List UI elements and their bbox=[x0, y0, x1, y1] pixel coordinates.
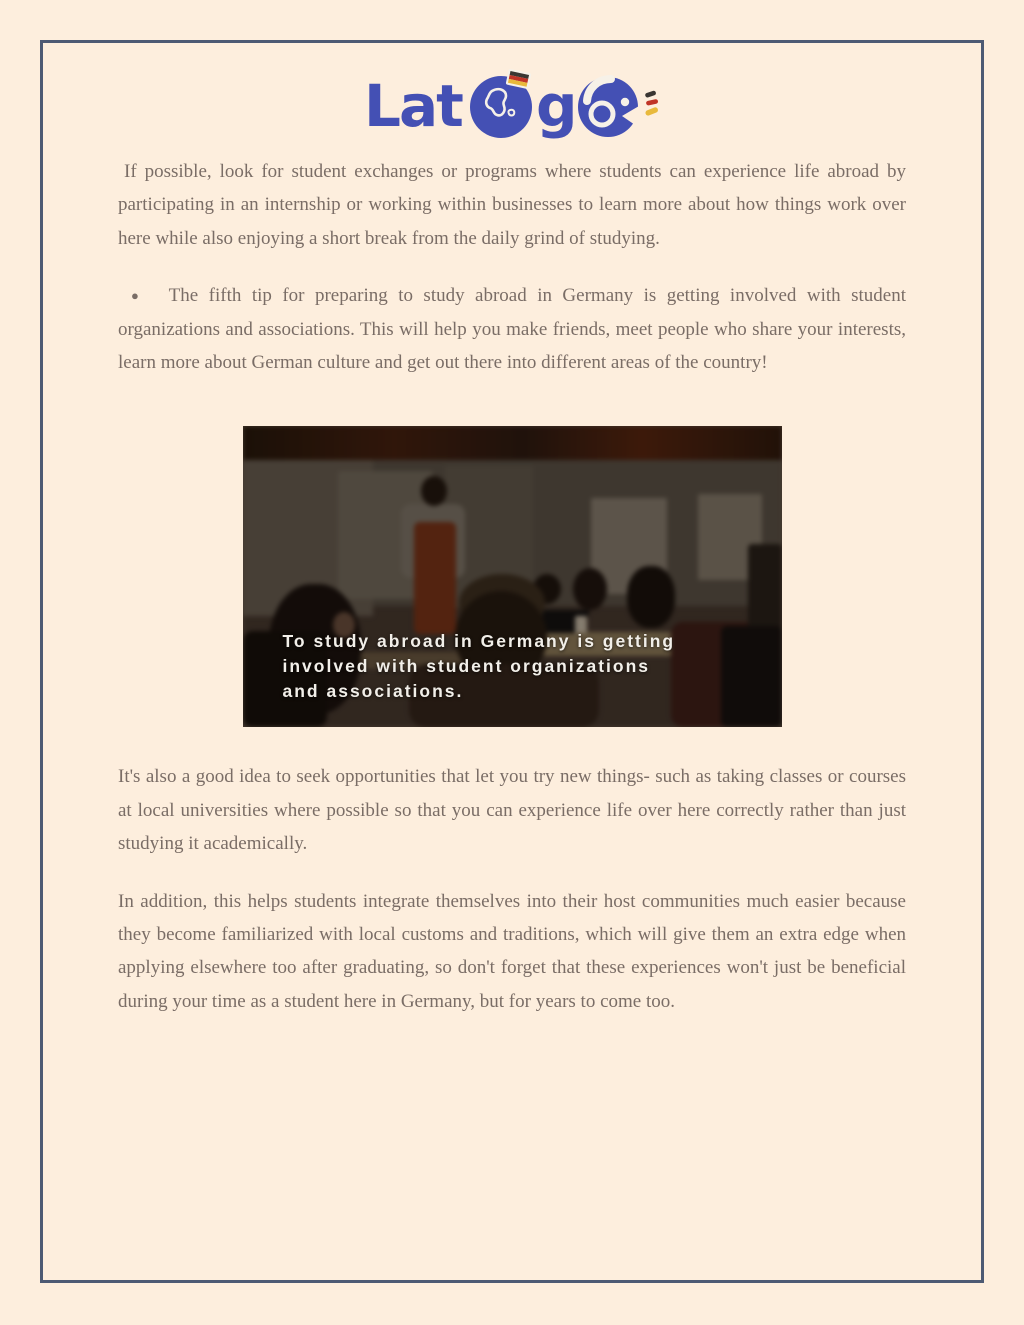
paragraph-new-things-text: It's also a good idea to seek opportunities that let you try new things- such as taking classes or courses at local universities where possible so that you can experience life over here correctly rather than just studying it academically. bbox=[118, 766, 906, 855]
globe-icon bbox=[470, 69, 532, 138]
page-frame bbox=[40, 40, 984, 1283]
logo-text-g: g bbox=[536, 72, 578, 139]
latogo-logo-graphic bbox=[364, 69, 660, 139]
paragraph-intro bbox=[118, 155, 906, 255]
logo-text-lat: Lat bbox=[364, 72, 462, 139]
caption-line: To study abroad in Germany is getting bbox=[282, 631, 676, 652]
figure-caption bbox=[283, 629, 676, 704]
paragraph-integration bbox=[118, 885, 906, 1019]
figure bbox=[243, 426, 782, 727]
page-content bbox=[43, 69, 981, 1018]
flag-sparks-icon bbox=[645, 90, 659, 116]
paragraph-intro-text: If possible, look for student exchanges or programs where students can experience life abroad by participating in an internship or working within businesses to learn more about how things work over here while also enjoying a short break from the daily grind of studying. bbox=[118, 161, 906, 249]
headphones-face-icon bbox=[578, 77, 639, 137]
bullet-icon: ● bbox=[131, 288, 145, 304]
figure-photo bbox=[243, 426, 782, 727]
paragraph-integration-text: In addition, this helps students integrate themselves into their host communities much easier because they become familiarized with local customs and traditions, which will give them an extra edge when applying elsewhere too after graduating, so don't forget that these experiences won't just be beneficial during your time as a student here in Germany, but for years to come too. bbox=[118, 890, 906, 1012]
logo bbox=[118, 69, 906, 139]
paragraph-fifth-tip-text: The fifth tip for preparing to study abroad in Germany is getting involved with student organizations and associations. This will help you make friends, meet people who share your interests, learn more about German culture and get out there into different areas of the country! bbox=[118, 285, 906, 374]
paragraph-fifth-tip bbox=[118, 279, 906, 379]
paragraph-new-things bbox=[118, 760, 906, 860]
caption-line: and associations. bbox=[282, 681, 464, 702]
caption-line: involved with student organizations bbox=[282, 656, 651, 677]
